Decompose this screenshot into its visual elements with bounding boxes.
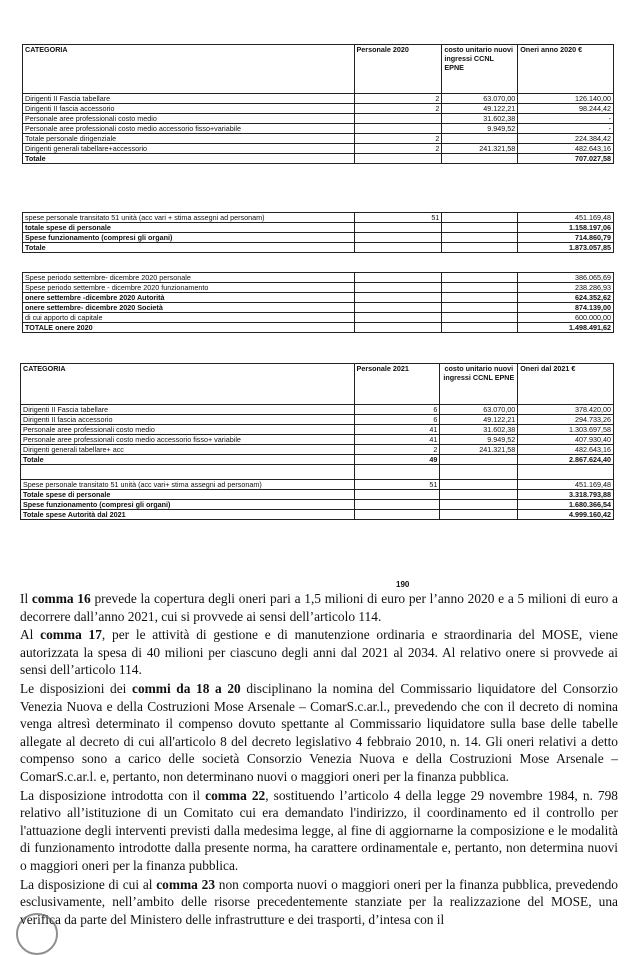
table-spese-2020 <box>22 212 614 253</box>
table-row <box>23 213 614 223</box>
cell-personale <box>354 223 442 233</box>
cell-personale <box>354 313 442 323</box>
table-row <box>23 114 614 124</box>
cell-label: spese personale transitato 51 unità (acc vari + stima assegni ad personam) <box>23 213 355 223</box>
cell-personale <box>354 233 442 243</box>
cell-oneri: 378.420,00 <box>518 405 614 415</box>
cell-costo <box>442 154 518 164</box>
table-periodo-2020 <box>22 272 614 333</box>
table-header-row <box>21 364 614 405</box>
cell-oneri: 407.930,40 <box>518 435 614 445</box>
cell-oneri: 482.643,16 <box>518 445 614 455</box>
cell-label: Personale aree professionali costo medio <box>23 114 355 124</box>
cell-oneri: 98.244,42 <box>518 104 614 114</box>
cell-personale <box>354 243 442 253</box>
paragraph-comma-23: La disposizione di cui al comma 23 non comporta nuovi o maggiori oneri per la finanza pubblica, prevedendo esclusivamente, nell’ambito delle risorse precedentemente stanziate per la realizzazione del MOSE, una verifica da parte del Ministero delle infrastrutture e dei trasporti, d’intesa con il <box>20 876 618 927</box>
cell-label: Dirigenti generali tabellare+accessorio <box>23 144 355 154</box>
cell-oneri: 294.733,26 <box>518 415 614 425</box>
table-spacer-row <box>21 465 614 480</box>
cell-personale <box>354 500 440 510</box>
header-categoria: CATEGORIA <box>23 45 355 94</box>
cell-oneri: 482.643,16 <box>518 144 614 154</box>
cell-personale <box>354 293 442 303</box>
cell-oneri: 4.999.160,42 <box>518 510 614 520</box>
cell-label: Totale <box>23 154 355 164</box>
cell-oneri: 1.303.697,58 <box>518 425 614 435</box>
cell-costo <box>442 213 518 223</box>
cell-personale: 6 <box>354 415 440 425</box>
table-row <box>21 445 614 455</box>
cell-personale: 51 <box>354 213 442 223</box>
cell-oneri: 1.498.491,62 <box>518 323 614 333</box>
table-total-row <box>23 243 614 253</box>
cell-personale <box>354 490 440 500</box>
cell-oneri: 451.169,48 <box>518 480 614 490</box>
cell-label: Totale spese Autorità dal 2021 <box>21 510 355 520</box>
cell-oneri: 3.318.793,88 <box>518 490 614 500</box>
cell-label: Totale personale dirigenziale <box>23 134 355 144</box>
header-costo-unitario: costo unitario nuovi ingressi CCNL EPNE <box>442 45 518 94</box>
cell-costo: 63.070,00 <box>442 94 518 104</box>
cell-personale: 41 <box>354 425 440 435</box>
cell-oneri: 1.873.057,85 <box>518 243 614 253</box>
cell-oneri: 126.140,00 <box>518 94 614 104</box>
cell-oneri: 2.867.624,40 <box>518 455 614 465</box>
cell-personale <box>354 323 442 333</box>
cell-personale <box>354 114 442 124</box>
cell-personale <box>354 283 442 293</box>
cell-personale: 6 <box>354 405 440 415</box>
official-stamp <box>16 913 58 955</box>
header-personale: Personale 2021 <box>354 364 440 405</box>
header-oneri: Oneri anno 2020 € <box>518 45 614 94</box>
cell-label: Totale spese di personale <box>21 490 355 500</box>
table-row <box>23 104 614 114</box>
cell-label: Dirigenti generali tabellare+ acc <box>21 445 355 455</box>
cell-label: TOTALE onere 2020 <box>23 323 355 333</box>
cell-label: totale spese di personale <box>23 223 355 233</box>
cell-costo <box>440 490 518 500</box>
table-row <box>23 223 614 233</box>
cell-personale: 49 <box>354 455 440 465</box>
table-row <box>21 405 614 415</box>
cell-personale <box>354 154 442 164</box>
cell-label: onere settembre -dicembre 2020 Autorità <box>23 293 355 303</box>
cell-oneri: 714.860,79 <box>518 233 614 243</box>
cell-costo <box>442 233 518 243</box>
cell-costo <box>440 500 518 510</box>
table-row <box>23 233 614 243</box>
cell-oneri: - <box>518 124 614 134</box>
table-row <box>21 425 614 435</box>
cell-costo: 31.602,38 <box>440 425 518 435</box>
table-row <box>21 490 614 500</box>
table-header-row <box>23 45 614 94</box>
cell-costo: 31.602,38 <box>442 114 518 124</box>
cell-oneri: 624.352,62 <box>518 293 614 303</box>
cell-oneri: 707.027,58 <box>518 154 614 164</box>
cell-costo: 49.122,21 <box>440 415 518 425</box>
cell-oneri: 238.286,93 <box>518 283 614 293</box>
header-costo-unitario: costo unitario nuovi ingressi CCNL EPNE <box>440 364 518 405</box>
table-row <box>21 500 614 510</box>
body-text <box>20 590 618 929</box>
cell-costo <box>442 293 518 303</box>
table-row <box>23 134 614 144</box>
cell-costo: 241.321,58 <box>442 144 518 154</box>
cell-oneri: 386.065,69 <box>518 273 614 283</box>
cell-costo <box>442 134 518 144</box>
cell-costo: 49.122,21 <box>442 104 518 114</box>
cell-costo: 9.949,52 <box>440 435 518 445</box>
cell-label: Dirigenti II Fascia tabellare <box>23 94 355 104</box>
table-row <box>23 94 614 104</box>
cell-costo: 63.070,00 <box>440 405 518 415</box>
cell-oneri: - <box>518 114 614 124</box>
cell-label: onere settembre- dicembre 2020 Società <box>23 303 355 313</box>
cell-personale: 2 <box>354 104 442 114</box>
paragraph-comma-17: Al comma 17, per le attività di gestione e di manutenzione ordinaria e straordinaria del MOSE, viene autorizzata la spesa di 40 milioni per ciascuno degli anni dal 2021 al 2034. Al relativo onere si provvede ai sensi dell’articolo 114. <box>20 627 618 678</box>
cell-label: Dirigenti II Fascia tabellare <box>21 405 355 415</box>
paragraph-commi-18-20: Le disposizioni dei commi da 18 a 20 disciplinano la nomina del Commissario liquidatore del Consorzio Venezia Nuova e della Costruzioni Mose Arsenale – ComarS.c.ar.l., prevedendo che con il decreto di nomina venga altresì determinato il compenso dovuto spettante al Commissario liquidatore sulla base delle tabelle allegate al decreto di cui all'articolo 8 del decreto legislativo 4 febbraio 2010, n. 14. Gli oneri relativi a detto compenso sono a carico delle società Consorzio Venezia Nuova e della Costruzioni Mose Arsenale – ComarS.c.ar.l. e, pertanto, non determinano nuovi o maggiori oneri per la finanza pubblica. <box>20 680 619 784</box>
cell-personale: 2 <box>354 94 442 104</box>
table-oneri-2021 <box>20 363 614 520</box>
header-oneri: Oneri dal 2021 € <box>518 364 614 405</box>
table-row <box>23 283 614 293</box>
paragraph-comma-16: Il comma 16 prevede la copertura degli oneri pari a 1,5 milioni di euro per l’anno 2020 e a 5 milioni di euro a decorrere dall’anno 2021, cui si provvede ai sensi dell’articolo 114. <box>20 591 618 624</box>
cell-label: Spese periodo settembre - dicembre 2020 funzionamento <box>23 283 355 293</box>
cell-label: Personale aree professionali costo medio accessorio fisso+variabile <box>23 124 355 134</box>
cell-label: Spese funzionamento (compresi gli organi) <box>23 233 355 243</box>
table-row <box>21 415 614 425</box>
cell-personale <box>354 273 442 283</box>
cell-personale: 2 <box>354 134 442 144</box>
table-row <box>23 144 614 154</box>
cell-label: Personale aree professionali costo medio <box>21 425 355 435</box>
header-categoria: CATEGORIA <box>21 364 355 405</box>
cell-label: Spese personale transitato 51 unità (acc vari+ stima assegni ad personam) <box>21 480 355 490</box>
paragraph-comma-22: La disposizione introdotta con il comma 22, sostituendo l’articolo 4 della legge 29 novembre 1984, n. 798 relativo all’istituzione di un Comitato cui era demandato l'indirizzo, il coordinamento ed il controllo per l'attuazione degli interventi previsti dalla medesima legge, al fine di aggiornarne la composizione e le modalità di funzionamento introdotte dalla presente norma, ha carattere ordinamentale e, pertanto, non determina nuovi o maggiori oneri per la finanza pubblica. <box>20 787 618 873</box>
cell-costo: 9.949,52 <box>442 124 518 134</box>
cell-personale <box>354 124 442 134</box>
cell-costo <box>442 273 518 283</box>
table-row <box>23 124 614 134</box>
cell-personale <box>354 303 442 313</box>
table-row <box>23 313 614 323</box>
table-row <box>23 273 614 283</box>
cell-costo: 241.321,58 <box>440 445 518 455</box>
table-row <box>21 480 614 490</box>
cell-oneri: 1.680.366,54 <box>518 500 614 510</box>
cell-costo <box>442 303 518 313</box>
cell-oneri: 1.158.197,06 <box>518 223 614 233</box>
cell-label: Spese periodo settembre- dicembre 2020 personale <box>23 273 355 283</box>
cell-personale: 2 <box>354 445 440 455</box>
cell-label: Spese funzionamento (compresi gli organi) <box>21 500 355 510</box>
cell-costo <box>442 323 518 333</box>
cell-costo <box>440 455 518 465</box>
table-total-row <box>23 154 614 164</box>
cell-oneri: 874.139,00 <box>518 303 614 313</box>
table-row <box>23 303 614 313</box>
table-total-row <box>23 323 614 333</box>
cell-costo <box>442 243 518 253</box>
cell-costo <box>442 313 518 323</box>
cell-oneri: 224.384,42 <box>518 134 614 144</box>
header-personale: Personale 2020 <box>354 45 442 94</box>
cell-costo <box>442 223 518 233</box>
cell-label: di cui apporto di capitale <box>23 313 355 323</box>
cell-label: Totale <box>23 243 355 253</box>
table-oneri-2020 <box>22 44 614 164</box>
cell-oneri: 451.169,48 <box>518 213 614 223</box>
table-total-row <box>21 510 614 520</box>
page-number: 190 <box>396 580 410 589</box>
cell-label: Personale aree professionali costo medio accessorio fisso+ variabile <box>21 435 355 445</box>
cell-costo <box>440 480 518 490</box>
cell-label: Dirigenti II fascia accessorio <box>21 415 355 425</box>
cell-personale <box>354 510 440 520</box>
table-total-row <box>21 455 614 465</box>
cell-costo <box>442 283 518 293</box>
cell-personale: 41 <box>354 435 440 445</box>
table-row <box>21 435 614 445</box>
cell-label: Dirigenti II fascia accessorio <box>23 104 355 114</box>
cell-personale: 51 <box>354 480 440 490</box>
cell-personale: 2 <box>354 144 442 154</box>
cell-costo <box>440 510 518 520</box>
table-row <box>23 293 614 303</box>
cell-oneri: 600.000,00 <box>518 313 614 323</box>
cell-label: Totale <box>21 455 355 465</box>
